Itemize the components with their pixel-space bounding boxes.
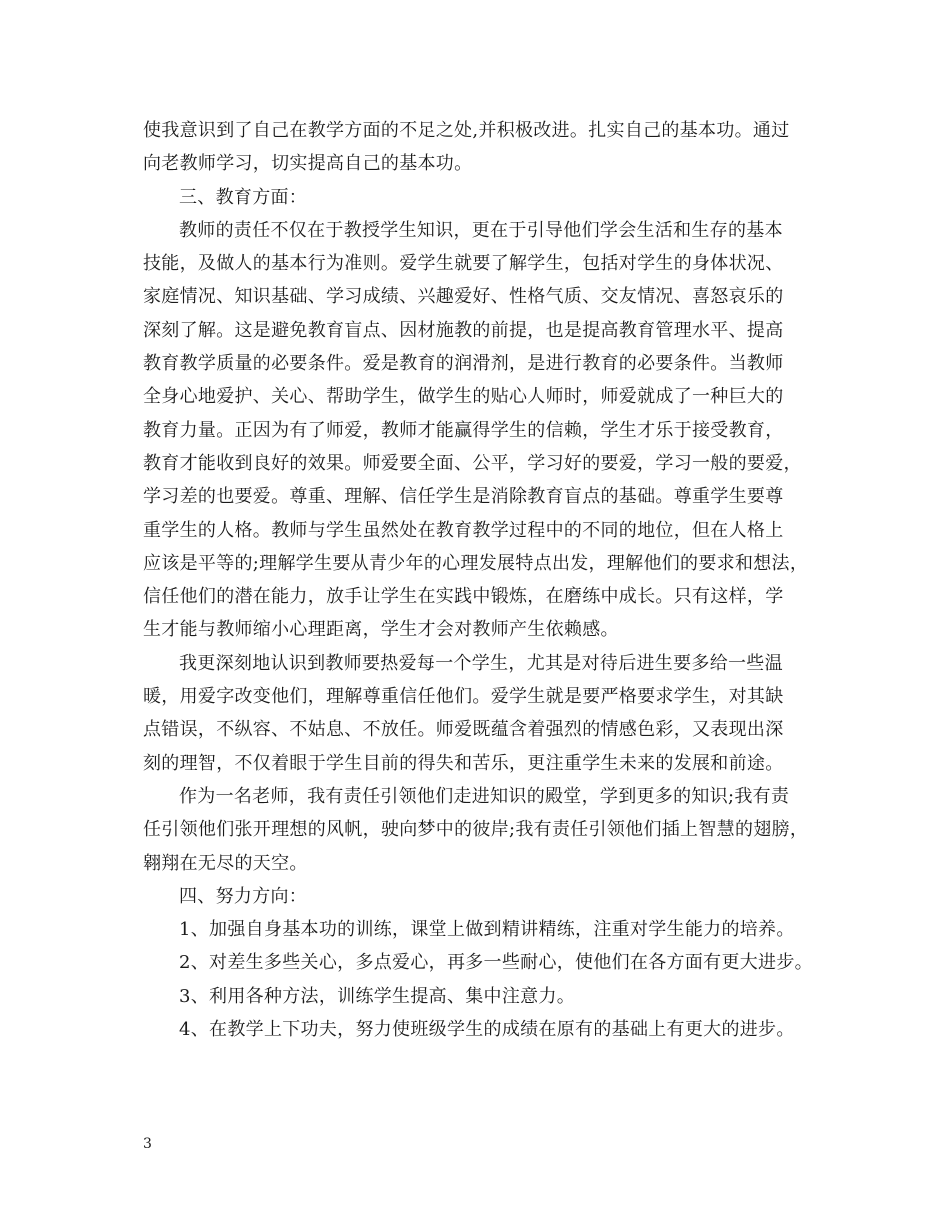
text-line: 任引领他们张开理想的风帆，驶向梦中的彼岸;我有责任引领他们插上智慧的翅膀， — [143, 819, 809, 841]
text-line: 学习差的也要爱。尊重、理解、信任学生是消除教育盲点的基础。尊重学生要尊 — [143, 486, 784, 508]
text-line: 技能，及做人的基本行为准则。爱学生就要了解学生，包括对学生的身体状况、 — [143, 253, 784, 275]
text-line: 暖，用爱字改变他们，理解尊重信任他们。爱学生就是要严格要求学生，对其缺 — [143, 686, 784, 708]
text-line: 向老教师学习，切实提高自己的基本功。 — [143, 153, 473, 175]
text-line: 教育才能收到良好的效果。师爱要全面、公平，学习好的要爱，学习一般的要爱， — [143, 452, 802, 474]
text-line: 刻的理智，不仅着眼于学生目前的得失和苦乐，更注重学生未来的发展和前途。 — [143, 752, 784, 774]
text-line: 深刻了解。这是避免教育盲点、因材施教的前提，也是提高教育管理水平、提高 — [143, 319, 784, 341]
text-line: 教育教学质量的必要条件。爱是教育的润滑剂，是进行教育的必要条件。当教师 — [143, 353, 784, 375]
text-line: 点错误，不纵容、不姑息、不放任。师爱既蕴含着强烈的情感色彩，又表现出深 — [143, 719, 784, 741]
text-line: 信任他们的潜在能力，放手让学生在实践中锻炼，在磨练中成长。只有这样，学 — [143, 586, 784, 608]
text-line: 教师的责任不仅在于教授学生知识，更在于引导他们学会生活和生存的基本 — [179, 219, 783, 241]
list-item: 4、在教学上下功夫，努力使班级学生的成绩在原有的基础上有更大的进步。 — [179, 1019, 795, 1041]
text-line: 生才能与教师缩小心理距离，学生才会对教师产生依赖感。 — [143, 619, 619, 641]
text-line: 重学生的人格。教师与学生虽然处在教育教学过程中的不同的地位，但在人格上 — [143, 519, 784, 541]
list-item: 3、利用各种方法，训练学生提高、集中注意力。 — [179, 985, 576, 1007]
text-line: 应该是平等的;理解学生要从青少年的心理发展特点出发，理解他们的要求和想法， — [143, 552, 809, 574]
section-heading: 四、努力方向： — [179, 885, 308, 907]
text-line: 使我意识到了自己在教学方面的不足之处,并积极改进。扎实自己的基本功。通过 — [143, 120, 790, 141]
list-item: 2、对差生多些关心，多点爱心，再多一些耐心，使他们在各方面有更大进步。 — [179, 952, 813, 974]
page-number: 3 — [143, 1136, 152, 1152]
text-line: 家庭情况、知识基础、学习成绩、兴趣爱好、性格气质、交友情况、喜怒哀乐的 — [143, 286, 784, 308]
document-body — [143, 114, 823, 1046]
section-heading: 三、教育方面： — [179, 186, 308, 208]
text-line: 我更深刻地认识到教师要热爱每一个学生，尤其是对待后进生要多给一些温 — [179, 652, 783, 674]
text-line: 翱翔在无尽的天空。 — [143, 852, 308, 874]
text-line: 作为一名老师，我有责任引领他们走进知识的殿堂，学到更多的知识;我有责 — [179, 785, 790, 807]
text-line: 教育力量。正因为有了师爱，教师才能赢得学生的信赖，学生才乐于接受教育， — [143, 419, 784, 441]
text-line: 全身心地爱护、关心、帮助学生，做学生的贴心人师时，师爱就成了一种巨大的 — [143, 386, 784, 408]
list-item: 1、加强自身基本功的训练，课堂上做到精讲精练，注重对学生能力的培养。 — [179, 919, 795, 941]
